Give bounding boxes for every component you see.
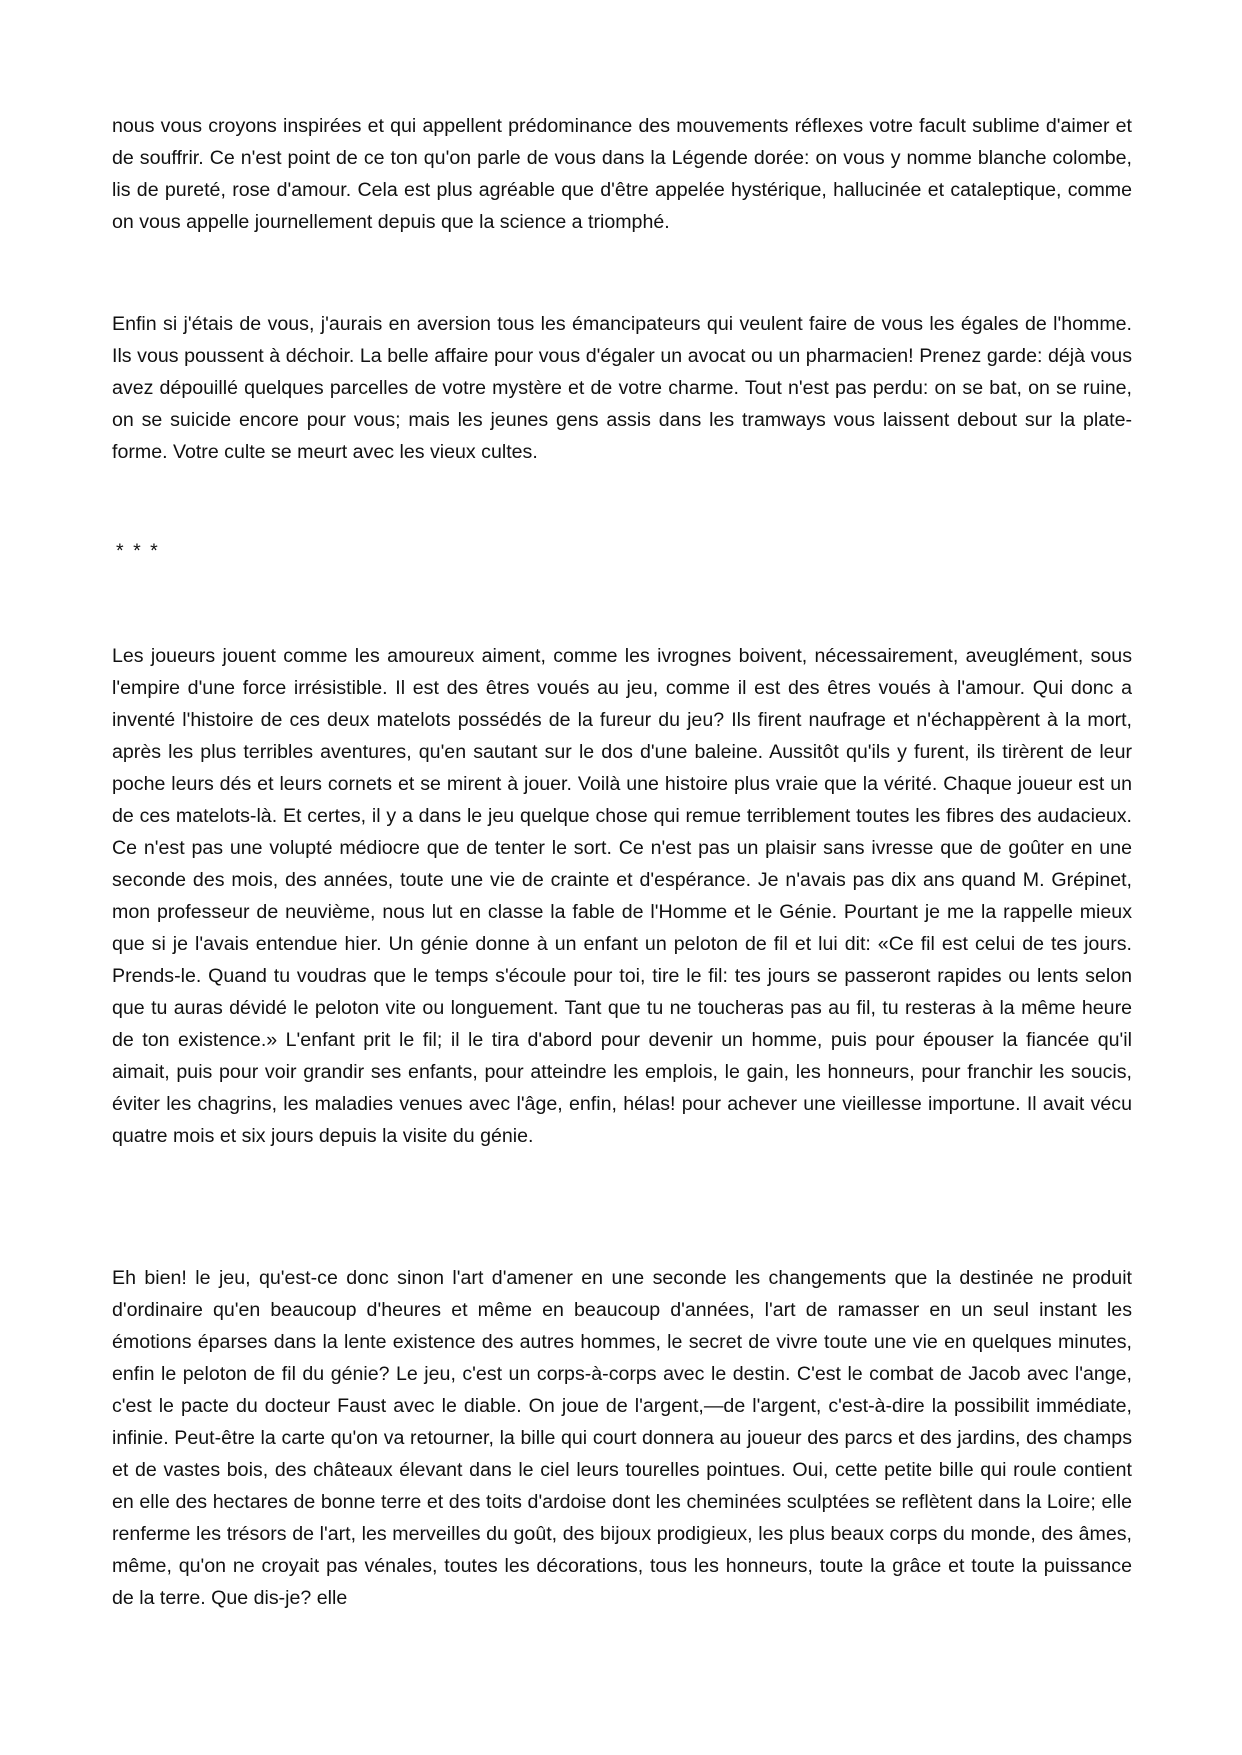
section-separator: * * * bbox=[116, 540, 160, 562]
paragraph-1: nous vous croyons inspirées et qui appellent prédominance des mouvements réflexes votre facult sublime d'aimer et de souffrir. Ce n'est point de ce ton qu'on parle de vous dans la Légende dorée: on vous y nomme blanche colombe, lis de pureté, rose d'amour. Cela est plus agréable que d'être appelée hystérique, hallucinée et cataleptique, comme on vous appelle journellement depuis que la science a triomphé. bbox=[112, 115, 1132, 233]
paragraph-3: Les joueurs jouent comme les amoureux aiment, comme les ivrognes boivent, nécessairement, aveuglément, sous l'empire d'une force irrésistible. Il est des êtres voués au jeu, comme il est des êtres voués à l'amour. Qui donc a inventé l'histoire de ces deux matelots possédés de la fureur du jeu? Ils firent naufrage et n'échappèrent à la mort, après les plus terribles aventures, qu'en sautant sur le dos d'une baleine. Aussitôt qu'ils y furent, ils tirèrent de leur poche leurs dés et leurs cornets et se mirent à jouer. Voilà une histoire plus vraie que la vérité. Chaque joueur est un de ces matelots-là. Et certes, il y a dans le jeu quelque chose qui remue terriblement toutes les fibres des audacieux. Ce n'est pas une volupté médiocre que de tenter le sort. Ce n'est pas un plaisir sans ivresse que de goûter en une seconde des mois, des années, toute une vie de crainte et d'espérance. Je n'avais pas dix ans quand M. Grépinet, mon professeur de neuvième, nous lut en classe la fable de l'Homme et le Génie. Pourtant je me la rappelle mieux que si je l'avais entendue hier. Un génie donne à un enfant un peloton de fil et lui dit: «Ce fil est celui de tes jours. Prends-le. Quand tu voudras que le temps s'écoule pour toi, tire le fil: tes jours se passeront rapides ou lents selon que tu auras dévidé le peloton vite ou longuement. Tant que tu ne toucheras pas au fil, tu resteras à la même heure de ton existence.» L'enfant prit le fil; il le tira d'abord pour devenir un homme, puis pour épouser la fiancée qu'il aimait, puis pour voir grandir ses enfants, pour atteindre les emplois, le gain, les honneurs, pour franchir les soucis, éviter les chagrins, les maladies venues avec l'âge, enfin, hélas! pour achever une vieillesse importune. Il avait vécu quatre mois et six jours depuis la visite du génie. bbox=[112, 645, 1132, 1147]
paragraph-4: Eh bien! le jeu, qu'est-ce donc sinon l'art d'amener en une seconde les changements que la destinée ne produit d'ordinaire qu'en beaucoup d'heures et même en beaucoup d'années, l'art de ramasser en un seul instant les émotions éparses dans la lente existence des autres hommes, le secret de vivre toute une vie en quelques minutes, enfin le peloton de fil du génie? Le jeu, c'est un corps-à-corps avec le destin. C'est le combat de Jacob avec l'ange, c'est le pacte du docteur Faust avec le diable. On joue de l'argent,—de l'argent, c'est-à-dire la possibilit immédiate, infinie. Peut-être la carte qu'on va retourner, la bille qui court donnera au joueur des parcs et des jardins, des champs et de vastes bois, des châteaux élevant dans le ciel leurs tourelles pointues. Oui, cette petite bille qui roule contient en elle des hectares de bonne terre et des toits d'ardoise dont les cheminées sculptées se reflètent dans la Loire; elle renferme les trésors de l'art, les merveilles du goût, des bijoux prodigieux, les plus beaux corps du monde, des âmes, même, qu'on ne croyait pas vénales, toutes les décorations, tous les honneurs, toute la grâce et toute la puissance de la terre. Que dis-je? elle bbox=[112, 1267, 1132, 1609]
paragraph-2: Enfin si j'étais de vous, j'aurais en aversion tous les émancipateurs qui veulent faire de vous les égales de l'homme. Ils vous poussent à déchoir. La belle affaire pour vous d'égaler un avocat ou un pharmacien! Prenez garde: déjà vous avez dépouillé quelques parcelles de votre mystère et de votre charme. Tout n'est pas perdu: on se bat, on se ruine, on se suicide encore pour vous; mais les jeunes gens assis dans les tramways vous laissent debout sur la plate-forme. Votre culte se meurt avec les vieux cultes. bbox=[112, 313, 1132, 463]
